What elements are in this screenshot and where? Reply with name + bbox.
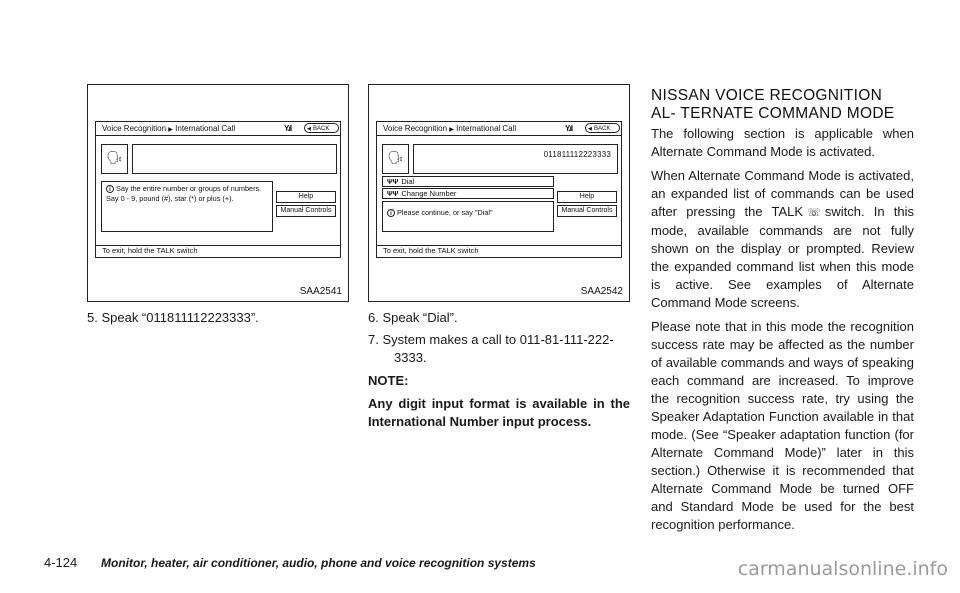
page-number: 4-124 [44,555,78,570]
figure-caption: SAA2541 [299,286,342,297]
title-international-call: International Call [456,124,517,133]
screen-title [383,124,516,133]
step-5: 5. Speak “011811112223333”. [87,310,259,325]
manual-controls-button[interactable]: Manual Controls [276,205,336,217]
menu-item-dial[interactable] [382,176,554,187]
help-button[interactable]: Help [276,191,336,203]
info-text: Say the entire number or groups of numbers. Say 0 - 9, pound (#), star (*) or plus (+). [106,184,262,203]
talk-switch-icon: ☏ [807,207,821,219]
command-icon: ΨΨ [387,191,399,198]
back-arrow-icon: ◀ [307,126,311,132]
back-label: BACK [594,126,611,132]
figure-caption: SAA2542 [580,286,623,297]
step-7-line-2: 3333. [394,350,427,365]
back-button[interactable] [585,123,620,133]
info-message-box [101,181,273,232]
exit-hint: To exit, hold the TALK switch [383,246,479,255]
back-arrow-icon: ◀ [588,126,592,132]
title-international-call: International Call [175,124,236,133]
info-icon: i [387,209,395,217]
section-body [651,125,914,540]
step-6: 6. Speak “Dial”. [368,310,458,325]
step-7 [368,331,630,367]
mic-icon: 🗣 [101,144,128,174]
command-icon: ΨΨ [387,179,399,186]
entered-digits: 011811112223333 [543,150,611,159]
figure-saa2542 [368,84,630,302]
breadcrumb-arrow-icon: ▶ [449,127,454,133]
paragraph-2 [651,167,914,312]
section-heading: NISSAN VOICE RECOGNITION AL- TERNATE COMMAND MODE [651,87,895,122]
paragraph-1: The following section is applicable when Alternate Command Mode is activated. [651,126,914,159]
number-input-bar [132,144,337,174]
paragraph-2-part-b: switch. In this mode, available commands are not fully shown on the display or prompted. Review the expanded command list when this mode is active. See examples of Alternate Command Mode screens. [651,204,915,310]
breadcrumb-arrow-icon: ▶ [168,127,173,133]
divider [377,135,621,136]
manual-controls-button[interactable]: Manual Controls [557,205,617,217]
footer-title: Monitor, heater, air conditioner, audio, phone and voice recognition systems [101,556,536,570]
title-voice-recognition: Voice Recognition [383,124,448,133]
info-message-box [382,201,554,232]
paragraph-2-part-a: When Alternate Command Mode is activated, an expanded list of commands can be used after pressing the TALK [651,168,914,219]
signal-icon: Y.ıl [565,124,573,133]
mic-icon: 🗣 [382,144,409,174]
number-input-bar [413,144,618,174]
menu-item-change-number[interactable] [382,188,554,199]
watermark: carmanualsonline.info [737,558,948,580]
signal-icon: Y.ıl [284,124,292,133]
info-text: Please continue, or say "Dial" [397,208,493,217]
menu-label: Change Number [401,189,457,198]
screen-international-call-1 [95,121,341,258]
note-body: Any digit input format is available in the International Number input process. [368,396,630,429]
back-button[interactable] [304,123,339,133]
help-button[interactable]: Help [557,191,617,203]
paragraph-3: Please note that in this mode the recognition success rate may be affected as the number of available commands and ways of speaking each command are increased. To improve the recognition success rate, try using the Speaker Adaptation Function available in that mode. (See “Speaker adaptation function (for Alternate Command Mode)” later in this section.) Otherwise it is recommended that Alternate Command Mode be turned OFF and Standard Mode be used for the best recognition performance. [651,319,914,532]
back-label: BACK [313,126,330,132]
screen-title [102,124,235,133]
divider [96,135,340,136]
exit-hint: To exit, hold the TALK switch [102,246,198,255]
info-icon: i [106,185,114,193]
step-7-line-1: 7. System makes a call to 011-81-111-222- [368,332,614,347]
figure-saa2541 [87,84,349,302]
menu-label: Dial [401,177,415,186]
title-voice-recognition: Voice Recognition [102,124,167,133]
screen-international-call-2 [376,121,622,258]
note-heading: NOTE: [368,373,409,388]
